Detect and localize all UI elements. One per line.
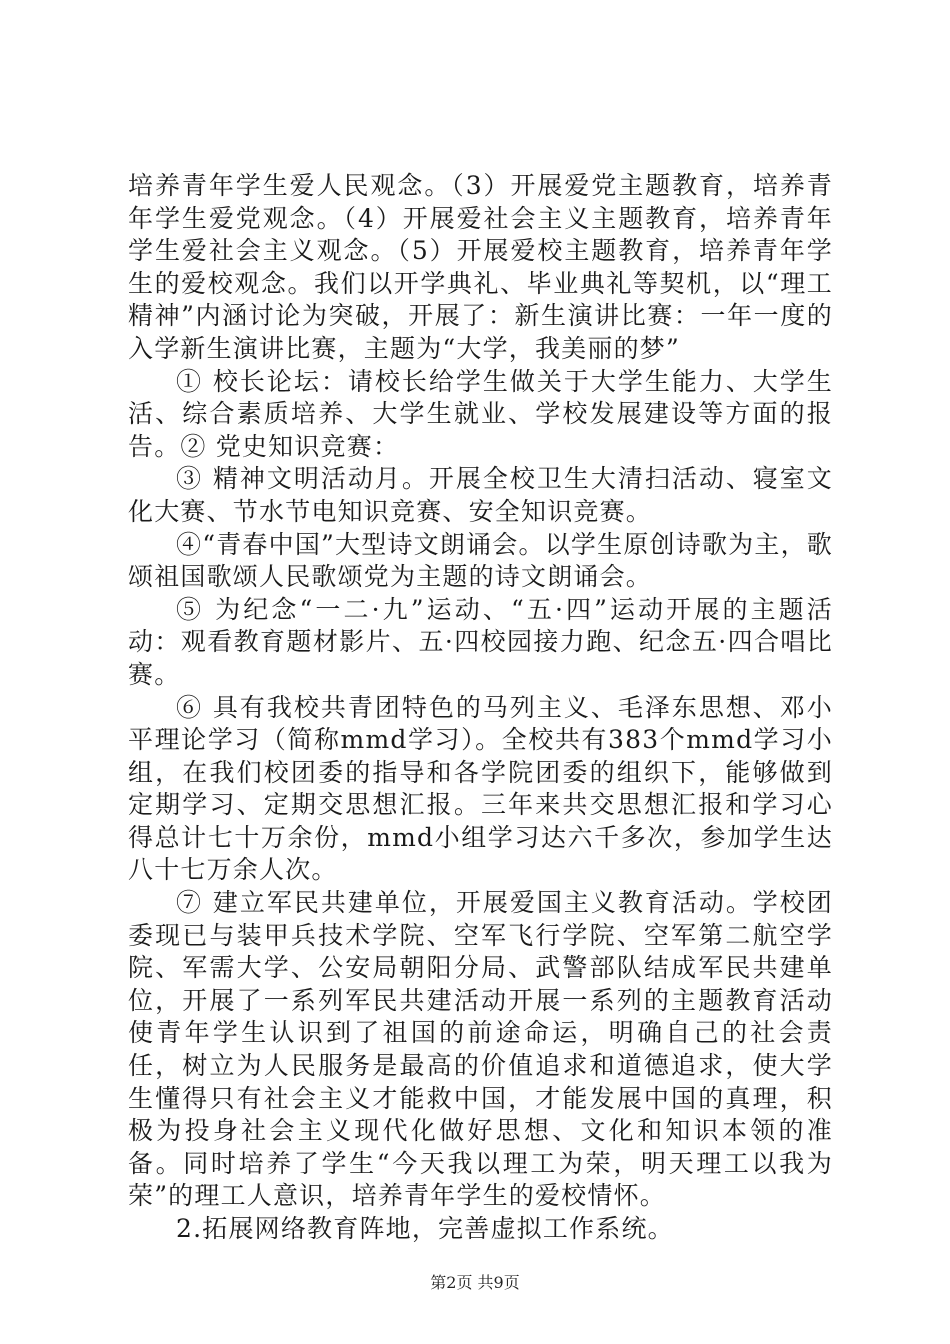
paragraph-mmd-study: ⑥ 具有我校共青团特色的马列主义、毛泽东思想、邓小平理论学习（简称mmd学习）。全校共有383个mmd学习小组，在我们校团委的指导和各学院团委的组织下，能够做到定期学习、定期交思想汇报。三年来共交思想汇报和学习心得总计七十万余份，mmd小组学习达六千多次，参加学生达八十七万余人次。: [128, 692, 833, 885]
paragraph-principal-forum: ① 校长论坛：请校长给学生做关于大学生能力、大学生活、综合素质培养、大学生就业、学校发展建设等方面的报告。② 党史知识竞赛：: [128, 366, 833, 461]
page-number: 第2页 共9页: [430, 1273, 520, 1292]
document-body: [128, 170, 833, 1246]
page-footer: [0, 1270, 950, 1293]
paragraph-commemoration: ⑤ 为纪念“一二·九”运动、“五·四”运动开展的主题活动：观看教育题材影片、五·四校园接力跑、纪念五·四合唱比赛。: [128, 594, 833, 689]
paragraph-military-civilian: ⑦ 建立军民共建单位，开展爱国主义教育活动。学校团委现已与装甲兵技术学院、空军飞行学院、空军第二航空学院、军需大学、公安局朝阳分局、武警部队结成军民共建单位，开展了一系列军民共建活动开展一系列的主题教育活动使青年学生认识到了祖国的前途命运，明确自己的社会责任，树立为人民服务是最高的价值追求和道德追求，使大学生懂得只有社会主义才能救中国，才能发展中国的真理，积极为投身社会主义现代化做好思想、文化和知识本领的准备。同时培养了学生“今天我以理工为荣，明天理工以我为荣”的理工人意识，培养青年学生的爱校情怀。: [128, 888, 833, 1211]
paragraph-civilization-month: ③ 精神文明活动月。开展全校卫生大清扫活动、寝室文化大赛、节水节电知识竞赛、安全知识竞赛。: [128, 464, 833, 526]
paragraph-continuation: 培养青年学生爱人民观念。（3）开展爱党主题教育，培养青年学生爱党观念。（4）开展爱社会主义主题教育，培养青年学生爱社会主义观念。（5）开展爱校主题教育，培养青年学生的爱校观念。我们以开学典礼、毕业典礼等契机，以“理工精神”内涵讨论为突破，开展了：新生演讲比赛：一年一度的入学新生演讲比赛，主题为“大学，我美丽的梦”: [128, 171, 833, 363]
paragraph-network-education: 2.拓展网络教育阵地，完善虚拟工作系统。: [176, 1214, 674, 1243]
paragraph-poetry-recital: ④“青春中国”大型诗文朗诵会。以学生原创诗歌为主，歌颂祖国歌颂人民歌颂党为主题的诗文朗诵会。: [128, 529, 833, 592]
